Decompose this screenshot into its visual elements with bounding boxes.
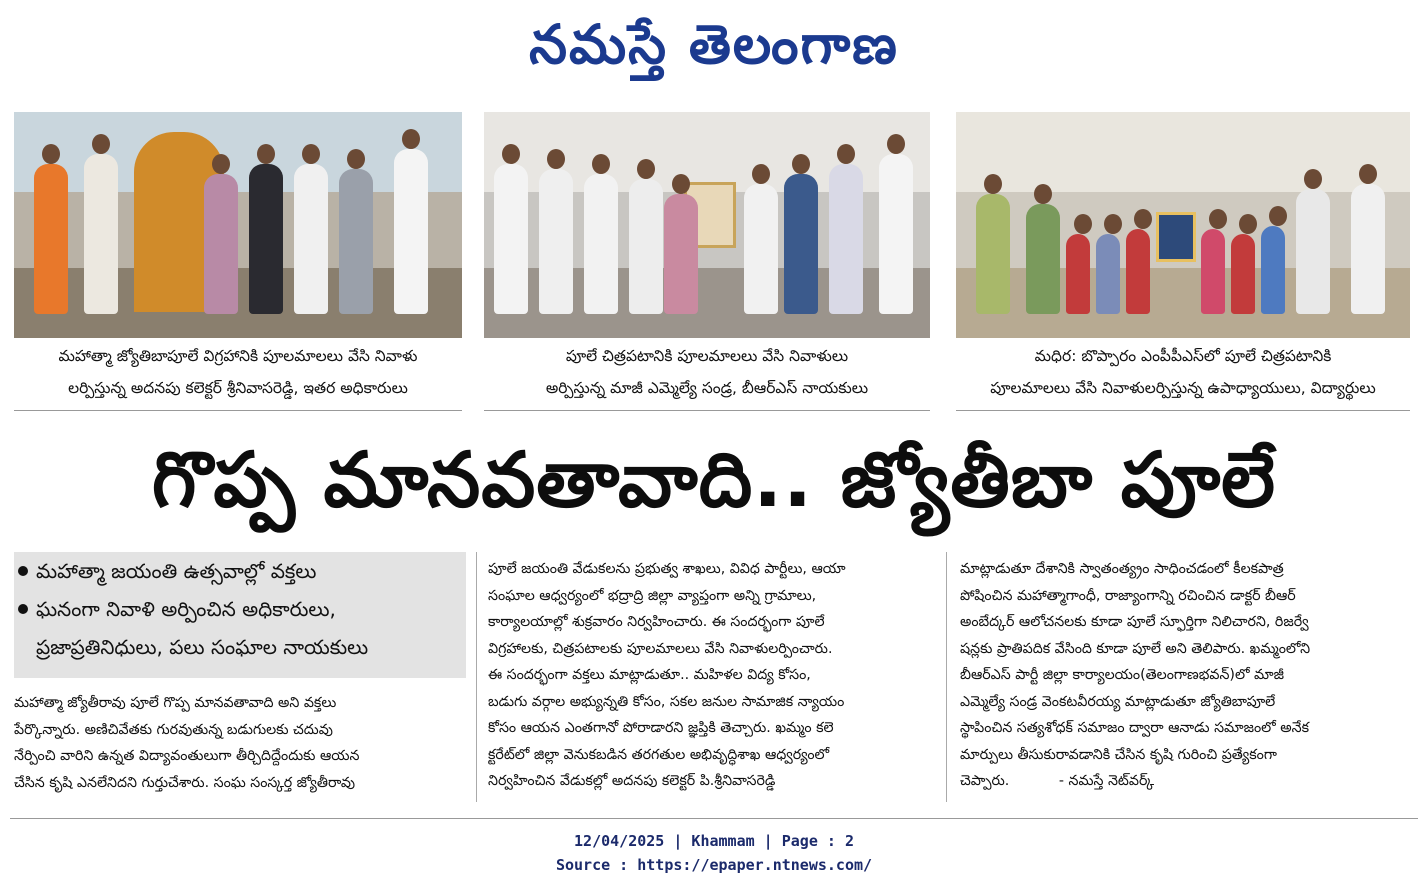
highlight-text: మహాత్మా జయంతి ఉత్సవాల్లో వక్తలు	[36, 559, 317, 583]
footer-source-link[interactable]: Source : https://epaper.ntnews.com/	[555, 856, 873, 874]
article-line: బీఆర్‌ఎస్ పార్టీ జిల్లా కార్యాలయం(తెలంగాణభవన్)లో మాజీ	[960, 667, 1284, 683]
footer-divider	[10, 818, 1418, 819]
article-line: ఈ సందర్భంగా వక్తలు మాట్లాడుతూ.. మహిళల విద్య కోసం,	[488, 667, 811, 683]
photo-brs-leaders-tribute	[484, 112, 930, 338]
photo-collector-statue-tribute	[14, 112, 462, 338]
article-line: షన్లకు ప్రాతిపదిక వేసింది కూడా పూలే అని తెలిపారు. ఖమ్మంలోని	[960, 640, 1311, 657]
caption-line: పూలే చిత్రపటానికి పూలమాలలు వేసి నివాళులు	[565, 347, 849, 365]
article-line: పోషించిన మహాత్మాగాంధీ, రాజ్యాంగాన్ని రచించిన డాక్టర్ బీఆర్	[960, 587, 1296, 604]
bullet-icon	[18, 566, 28, 576]
newspaper-logo-title: నమస్తే తెలంగాణ	[529, 12, 899, 76]
caption-line: లర్పిస్తున్న అదనపు కలెక్టర్ శ్రీనివాసరెడ్డి, ఇతర అధికారులు	[68, 379, 408, 397]
article-line: పేర్కొన్నారు. అణిచివేతకు గురవుతున్న బడుగులకు చదువు	[14, 721, 333, 738]
article-line: విగ్రహాలకు, చిత్రపటాలకు పూలమాలలు వేసి నివాళులర్పించారు.	[488, 640, 833, 657]
highlight-text: ఘనంగా నివాళి అర్పించిన అధికారులు,	[36, 597, 336, 621]
column-divider	[946, 552, 947, 802]
photo-school-students-tribute	[956, 112, 1410, 338]
article-line: చెప్పారు. - నమస్తే నెట్‌వర్క్	[960, 773, 1155, 789]
article-line: నేర్పించి వారిని ఉన్నత విద్యావంతులుగా తీర్చిదిద్దేందుకు ఆయన	[14, 748, 360, 764]
article-line: చేసిన కృషి ఎనలేనిదని గుర్తుచేశారు. సంఘ సంస్కర్త జ్యోతీరావు	[14, 774, 356, 791]
article-line: మార్పులు తీసుకురావడానికి చేసిన కృషి గురించి ప్రత్యేకంగా	[960, 746, 1277, 763]
photo-caption-2	[484, 340, 930, 411]
article-line: స్థాపించిన సత్యశోధక్ సమాజం ద్వారా ఆనాడు సమాజంలో అనేక	[960, 720, 1310, 736]
caption-line: మధిర: బొప్పారం ఎంపీపీఎస్‌లో పూలే చిత్రపటానికి	[1034, 347, 1332, 365]
article-line: మహాత్మా జ్యోతీరావు పూలే గొప్ప మానవతావాది అని వక్తలు	[14, 695, 337, 711]
caption-line: మహాత్మా జ్యోతిబాపూలే విగ్రహానికి పూలమాలలు వేసి నివాళు	[58, 347, 418, 365]
article-line: ఎమ్మెల్యే సండ్ర వెంకటవీరయ్య మాట్లాడుతూ జ్యోతిబాపూలే	[960, 693, 1276, 710]
caption-line: పూలమాలలు వేసి నివాళులర్పిస్తున్న ఉపాధ్యాయులు, విద్యార్థులు	[990, 379, 1376, 397]
article-line: పూలే జయంతి వేడుకలను ప్రభుత్వ శాఖలు, వివిధ పార్టీలు, ఆయా	[488, 561, 846, 577]
article-line: కార్యాలయాల్లో శుక్రవారం నిర్వహించారు. ఈ సందర్భంగా పూలే	[488, 614, 825, 630]
highlight-item-continued	[14, 628, 466, 666]
article-line: అంబేద్కర్ ఆలోచనలకు కూడా పూలే స్ఫూర్తిగా నిలిచారని, రిజర్వే	[960, 614, 1309, 630]
article-line: సంఘాల ఆధ్వర్యంలో భద్రాద్రి జిల్లా వ్యాప్తంగా అన్ని గ్రామాలు,	[488, 587, 817, 604]
caption-line: అర్పిస్తున్న మాజీ ఎమ్మెల్యే సండ్ర, బీఆర్‌ఎస్ నాయకులు	[545, 379, 869, 397]
bullet-icon	[18, 604, 28, 614]
article-line: కోసం ఆయన ఎంతగానో పోరాడారని జ్ఞప్తికి తెచ్చారు. ఖమ్మం కలె	[488, 720, 834, 736]
article-line: నిర్వహించిన వేడుకల్లో అదనపు కలెక్టర్ పి.శ్రీనివాసరెడ్డి	[488, 773, 776, 789]
highlight-item	[14, 590, 466, 628]
photo-caption-3	[956, 340, 1410, 411]
highlight-item	[14, 552, 466, 590]
article-column-3	[960, 556, 1412, 795]
footer-edition-info: 12/04/2025 | Khammam | Page : 2	[574, 832, 854, 850]
column-divider	[476, 552, 477, 802]
masthead	[0, 0, 1428, 100]
article-line: క్టరేట్‌లో జిల్లా వెనుకబడిన తరగతుల అభివృద్ధిశాఖ ఆధ్వర్యంలో	[488, 746, 830, 763]
highlights-box	[14, 552, 466, 678]
article-column-2	[488, 556, 934, 795]
article-line: మాట్లాడుతూ దేశానికి స్వాతంత్య్రం సాధించడంలో కీలకపాత్ర	[960, 561, 1284, 577]
article-headline: గొప్ప మానవతావాది.. జ్యోతీబా పూలే	[151, 435, 1277, 524]
photo-caption-1	[14, 340, 462, 411]
article-line: బడుగు వర్గాల అభ్యున్నతి కోసం, సకల జనుల సామాజిక న్యాయం	[488, 693, 845, 710]
highlight-text: ప్రజాప్రతినిధులు, పలు సంఘాల నాయకులు	[36, 635, 369, 659]
article-column-1	[14, 690, 466, 796]
